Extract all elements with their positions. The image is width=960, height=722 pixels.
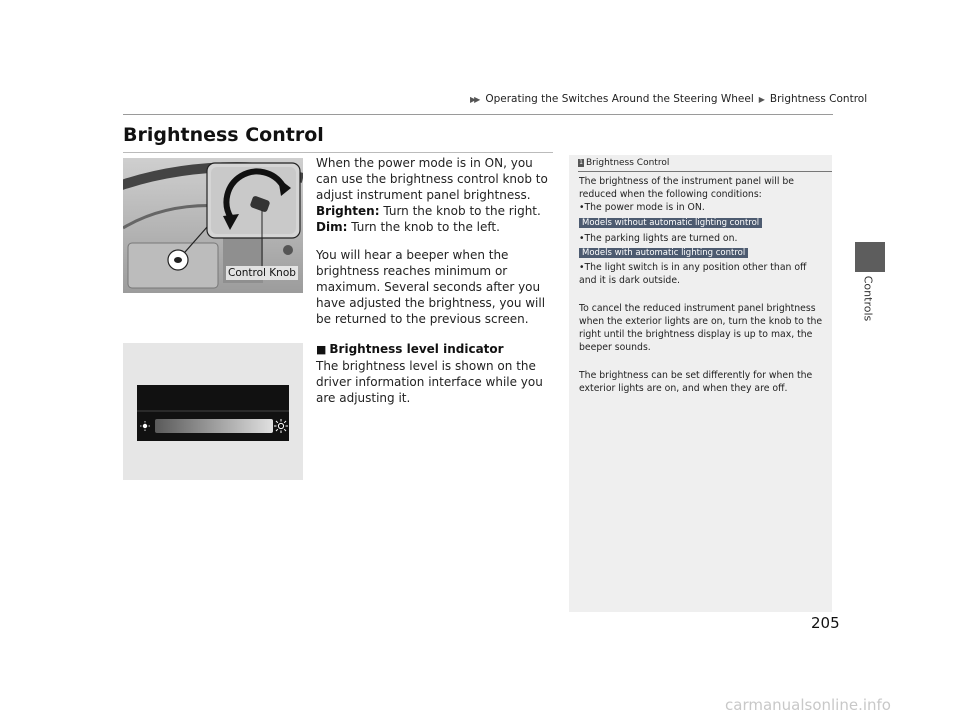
sidebar-rule: [578, 171, 832, 172]
sidebar-condition-1: •The power mode is in ON.: [579, 202, 705, 213]
sidebar-condition-3: •The light switch is in any position other than off and it is dark outside.: [579, 262, 807, 286]
dim-text: Turn the knob to the left.: [347, 220, 500, 234]
breadcrumb: [470, 93, 867, 105]
reference-number-icon: 1: [579, 159, 583, 166]
bullet-icon: ■: [316, 343, 327, 356]
brighten-label: Brighten:: [316, 204, 380, 218]
model-badge-without-auto-lighting: Models without automatic lighting control: [579, 218, 762, 228]
intro-text: When the power mode is in ON, you can use the brightness control knob to adjust instrument panel brightness.: [316, 156, 548, 202]
model-badge-with-auto-lighting: Models with automatic lighting control: [579, 248, 748, 258]
title-rule: [123, 152, 553, 153]
beeper-paragraph: You will hear a beeper when the brightness reaches minimum or maximum. Several seconds after you have adjusted the brightness, you will be returned to the previous screen.: [316, 248, 546, 326]
brightness-indicator-figure: [123, 343, 303, 480]
section-tab-label: Controls: [861, 275, 875, 322]
dim-label: Dim:: [316, 220, 348, 234]
arrow-icon: ▶: [758, 94, 765, 104]
indicator-heading-text: Brightness level indicator: [329, 342, 504, 356]
control-knob-callout: Control Knob: [228, 267, 296, 279]
sidebar-note-paragraph: The brightness can be set differently for when the exterior lights are on, and when they are off.: [579, 370, 813, 394]
sidebar-heading: [578, 158, 669, 168]
page-title: Brightness Control: [123, 124, 324, 146]
watermark: carmanualsonline.info: [725, 696, 891, 714]
section-tab-marker: [855, 242, 885, 272]
header-rule: [123, 114, 833, 115]
indicator-paragraph: The brightness level is shown on the driver information interface while you are adjusting it.: [316, 359, 543, 405]
sidebar-heading-text: Brightness Control: [586, 158, 670, 168]
breadcrumb-current: Brightness Control: [769, 93, 868, 105]
control-knob-figure: [123, 158, 303, 293]
indicator-heading: [316, 342, 504, 356]
sidebar-cancel-paragraph: To cancel the reduced instrument panel brightness when the exterior lights are on, turn the knob to the right until the brightness display is up to max, the beeper sounds.: [579, 303, 823, 353]
page-number: 205: [811, 614, 840, 632]
intro-paragraph: [316, 155, 554, 235]
sidebar-intro: The brightness of the instrument panel will be reduced when the following conditions:: [579, 176, 794, 200]
sidebar-condition-2: •The parking lights are turned on.: [579, 233, 738, 244]
double-arrow-icon: ▶▶: [470, 94, 479, 104]
breadcrumb-section: Operating the Switches Around the Steering Wheel: [485, 93, 754, 105]
brighten-text: Turn the knob to the right.: [379, 204, 541, 218]
